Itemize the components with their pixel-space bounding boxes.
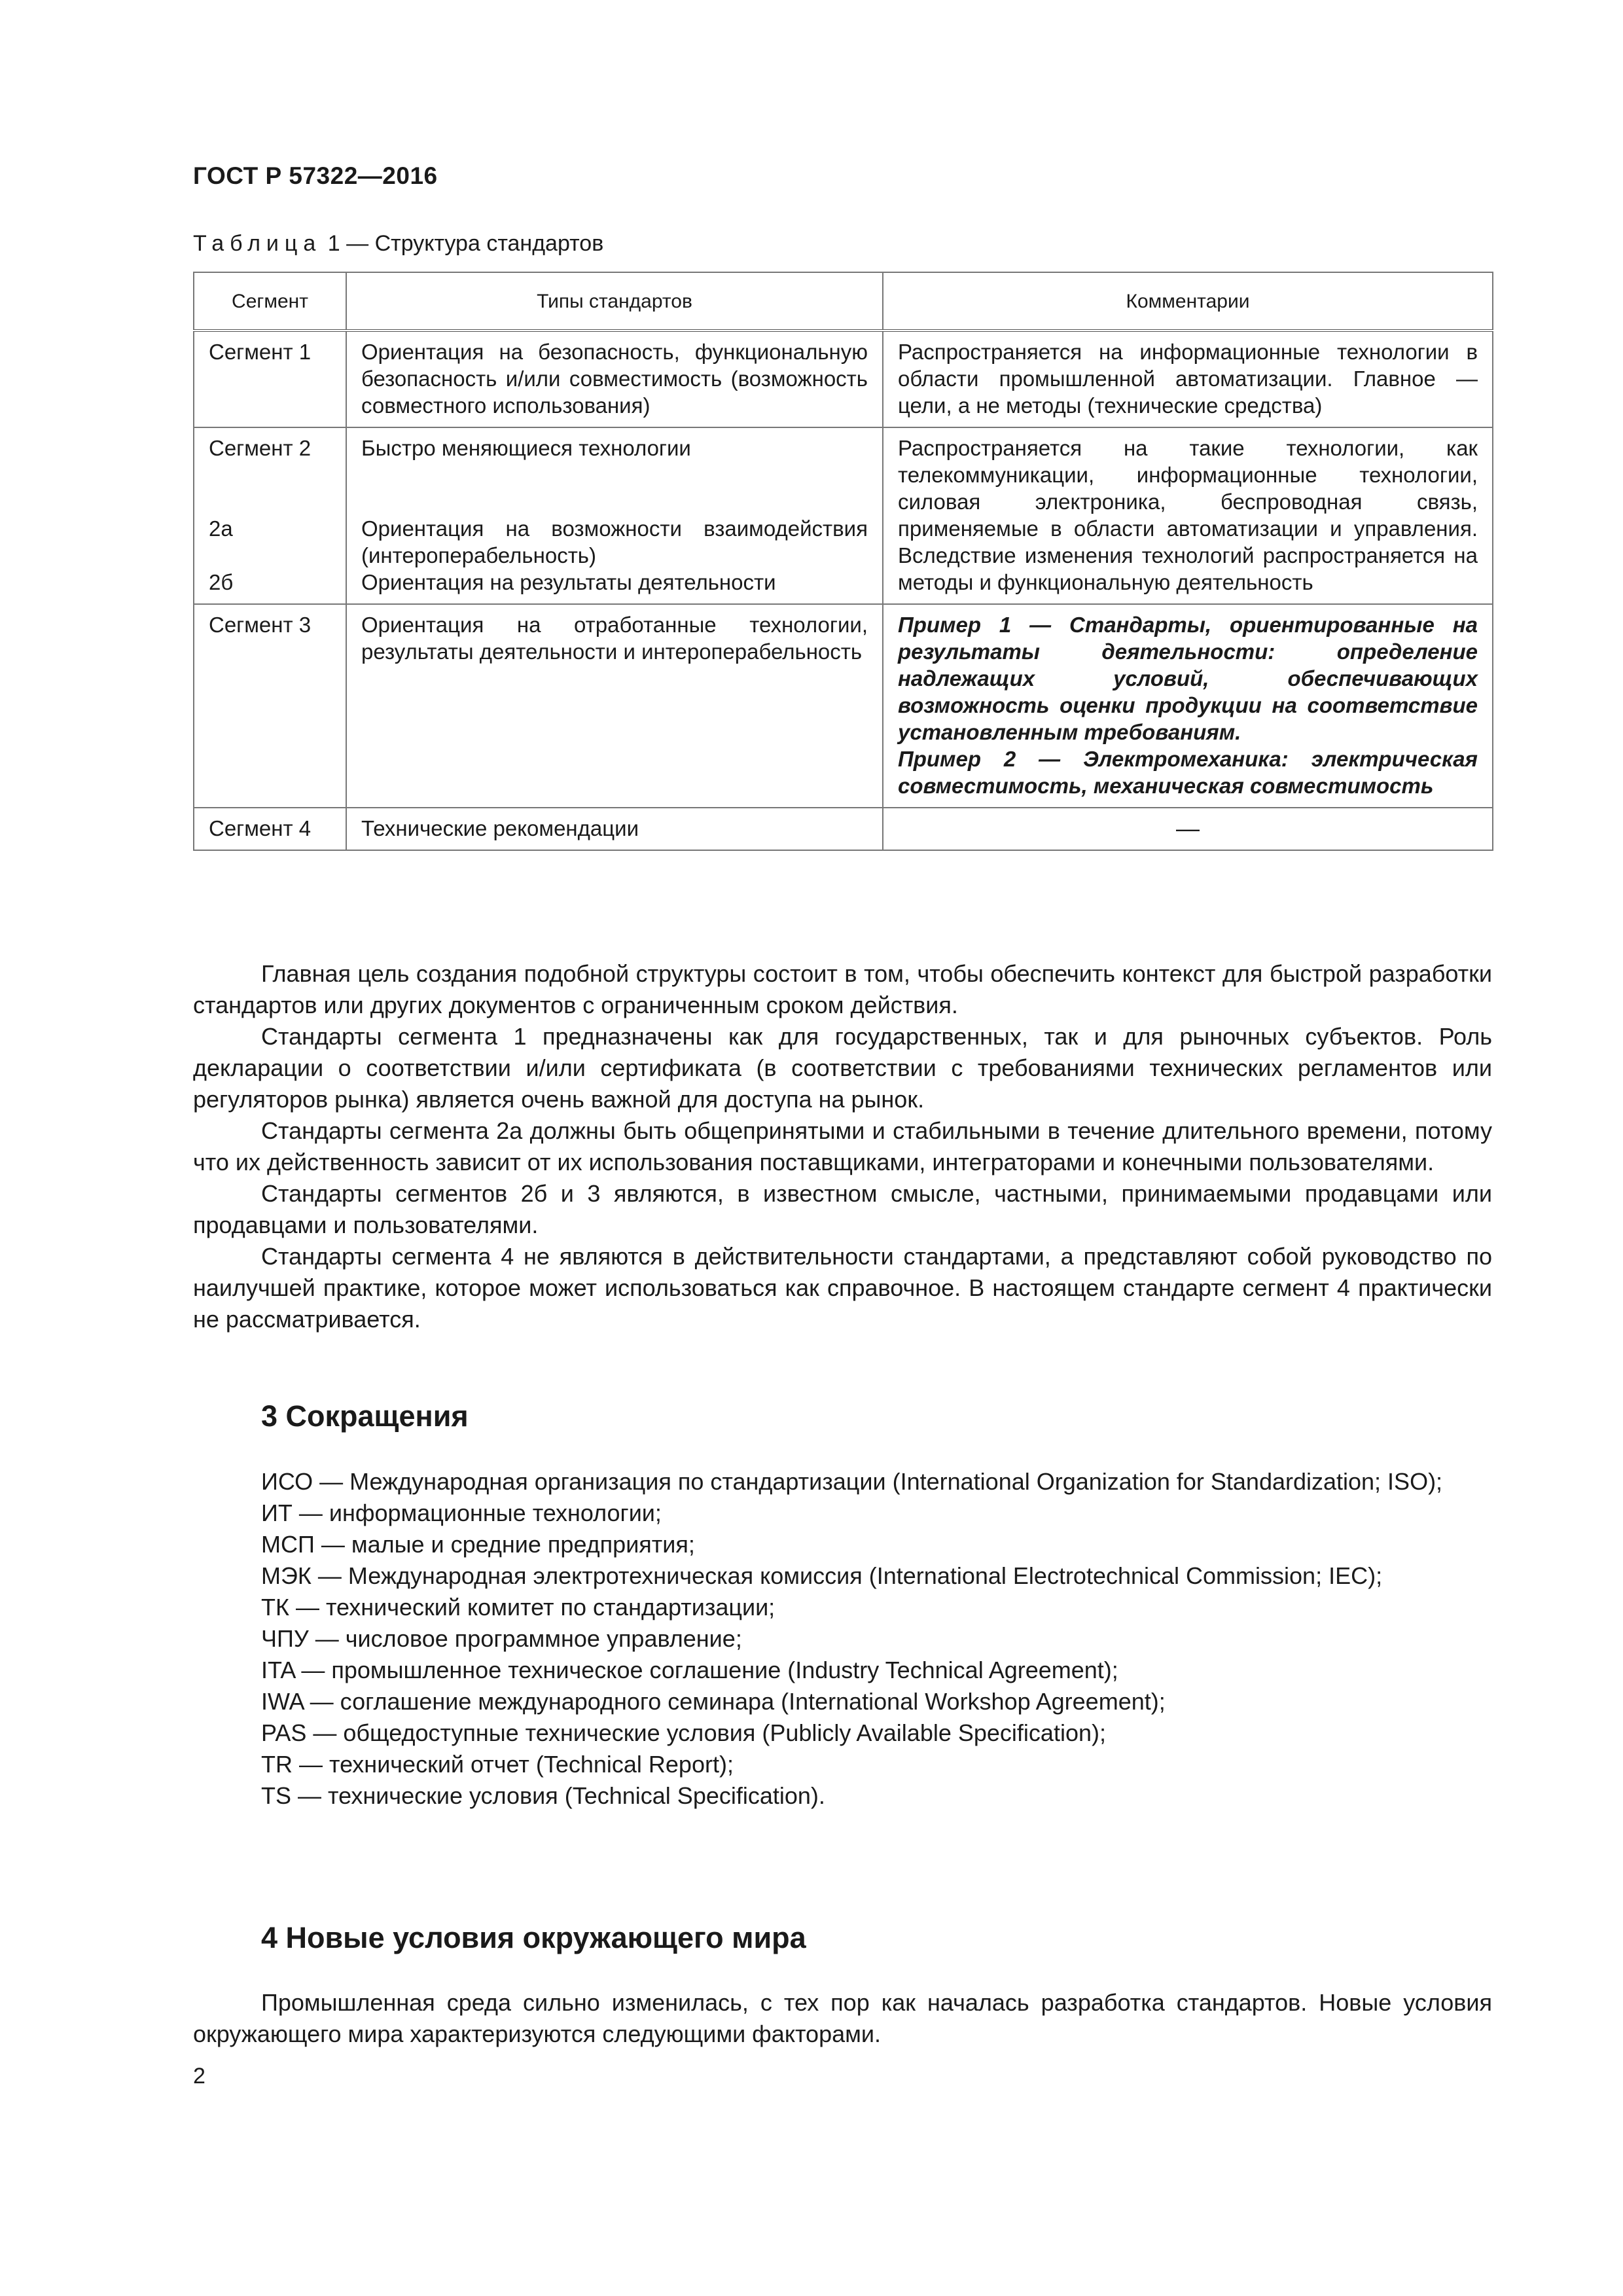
paragraph: Стандарты сегментов 2б и 3 являются, в известном смысле, частными, принимаемыми продавцами или продавцами и пользователями. — [193, 1180, 1492, 1238]
abbreviation-item: PAS — общедоступные технические условия (Publicly Available Specification); — [261, 1719, 1106, 1746]
abbreviation-item: TS — технические условия (Technical Specification). — [261, 1782, 825, 1809]
section-4-body — [193, 1987, 1492, 2050]
document-header: ГОСТ Р 57322—2016 — [193, 162, 438, 189]
segment-2b-types: Ориентация на результаты деятельности — [361, 570, 776, 594]
segment-2a-types: Ориентация на возможности взаимодействия (интероперабельность) — [361, 516, 868, 567]
table-caption-label: Таблица — [193, 231, 322, 256]
column-header-types: Типы стандартов — [346, 272, 883, 331]
segment-cell — [194, 427, 346, 604]
segment-cell: Сегмент 4 — [194, 808, 346, 850]
abbreviation-item: ITA — промышленное техническое соглашение (Industry Technical Agreement); — [261, 1657, 1118, 1683]
segment-cell: Сегмент 3 — [194, 604, 346, 808]
comments-cell: Распространяется на такие технологии, как телекоммуникации, информационные технологии, силовая электроника, беспроводная связь, применяемые в области автоматизации и управления. Вследствие изменения технологий распространяется на методы и функциональную деятельность — [883, 427, 1493, 604]
types-cell: Ориентация на отработанные технологии, результаты деятельности и интероперабельность — [346, 604, 883, 808]
paragraph: Стандарты сегмента 2а должны быть общепринятыми и стабильными в течение длительного времени, потому что их действенность зависит от их использования поставщиками, интеграторами и конечными пользователями. — [193, 1117, 1492, 1175]
segment-2b-id: 2б — [209, 570, 234, 594]
comments-cell: Распространяется на информационные технологии в области промышленной автоматизации. Главное — цели, а не методы (технические средства) — [883, 331, 1493, 427]
segment-id: Сегмент 2 — [209, 436, 312, 460]
segment-cell: Сегмент 1 — [194, 331, 346, 427]
table-caption — [193, 231, 603, 257]
abbreviation-item: МСП — малые и средние предприятия; — [261, 1531, 695, 1558]
abbreviation-item: ИСО — Международная организация по стандартизации (International Organization for Standardization; ISO); — [261, 1468, 1443, 1495]
types-cell: Технические рекомендации — [346, 808, 883, 850]
abbreviation-item: МЭК — Международная электротехническая комиссия (International Electrotechnical Commission; IEC); — [261, 1562, 1383, 1589]
column-header-comments: Комментарии — [883, 272, 1493, 331]
standards-structure-table — [193, 272, 1493, 851]
table-row-segment-1 — [194, 331, 1493, 427]
segment-2-types: Быстро меняющиеся технологии — [361, 436, 691, 460]
table-row-segment-4 — [194, 808, 1493, 850]
table-row-segment-3 — [194, 604, 1493, 808]
segment-2a-id: 2а — [209, 516, 233, 541]
column-header-segment: Сегмент — [194, 272, 346, 331]
abbreviations-list — [193, 1466, 1492, 1812]
page-number: 2 — [193, 2064, 205, 2089]
comments-cell: — — [883, 808, 1493, 850]
abbreviation-item: ЧПУ — числовое программное управление; — [261, 1625, 742, 1652]
paragraph: Главная цель создания подобной структуры состоит в том, чтобы обеспечить контекст для быстрой разработки стандартов или других документов с ограниченным сроком действия. — [193, 960, 1492, 1018]
table-header-row — [194, 272, 1493, 331]
comments-cell — [883, 604, 1493, 808]
section-3-title: 3 Сокращения — [261, 1399, 469, 1433]
example-2: Пример 2 — Электромеханика: электрическая совместимость, механическая совместимость — [898, 747, 1478, 798]
paragraph: Стандарты сегмента 4 не являются в действительности стандартами, а представляют собой руководство по наилучшей практике, которое может использоваться как справочное. В настоящем стандарте сегмент 4 практически не рассматривается. — [193, 1243, 1492, 1333]
table-row-segment-2 — [194, 427, 1493, 604]
example-1: Пример 1 — Стандарты, ориентированные на результаты деятельности: определение надлежащих условий, обеспечивающих возможность оценки продукции на соответствие установленным требованиям. — [898, 613, 1478, 744]
abbreviation-item: ИТ — информационные технологии; — [261, 1499, 662, 1526]
types-cell — [346, 427, 883, 604]
types-cell: Ориентация на безопасность, функциональную безопасность и/или совместимость (возможность совместного использования) — [346, 331, 883, 427]
body-paragraphs — [193, 958, 1492, 1335]
abbreviation-item: IWA — соглашение международного семинара (International Workshop Agreement); — [261, 1688, 1166, 1715]
table-caption-text: 1 — Структура стандартов — [327, 231, 604, 256]
paragraph: Стандарты сегмента 1 предназначены как для государственных, так и для рыночных субъектов. Роль декларации о соответствии и/или сертификата (в соответствии с требованиями технических регламентов или регуляторов рынка) является очень важной для доступа на рынок. — [193, 1023, 1492, 1113]
section-4-title: 4 Новые условия окружающего мира — [261, 1921, 806, 1954]
abbreviation-item: TR — технический отчет (Technical Report); — [261, 1751, 734, 1778]
abbreviation-item: ТК — технический комитет по стандартизации; — [261, 1594, 776, 1621]
paragraph: Промышленная среда сильно изменилась, с тех пор как началась разработка стандартов. Новые условия окружающего мира характеризуются следующими факторами. — [193, 1989, 1492, 2047]
